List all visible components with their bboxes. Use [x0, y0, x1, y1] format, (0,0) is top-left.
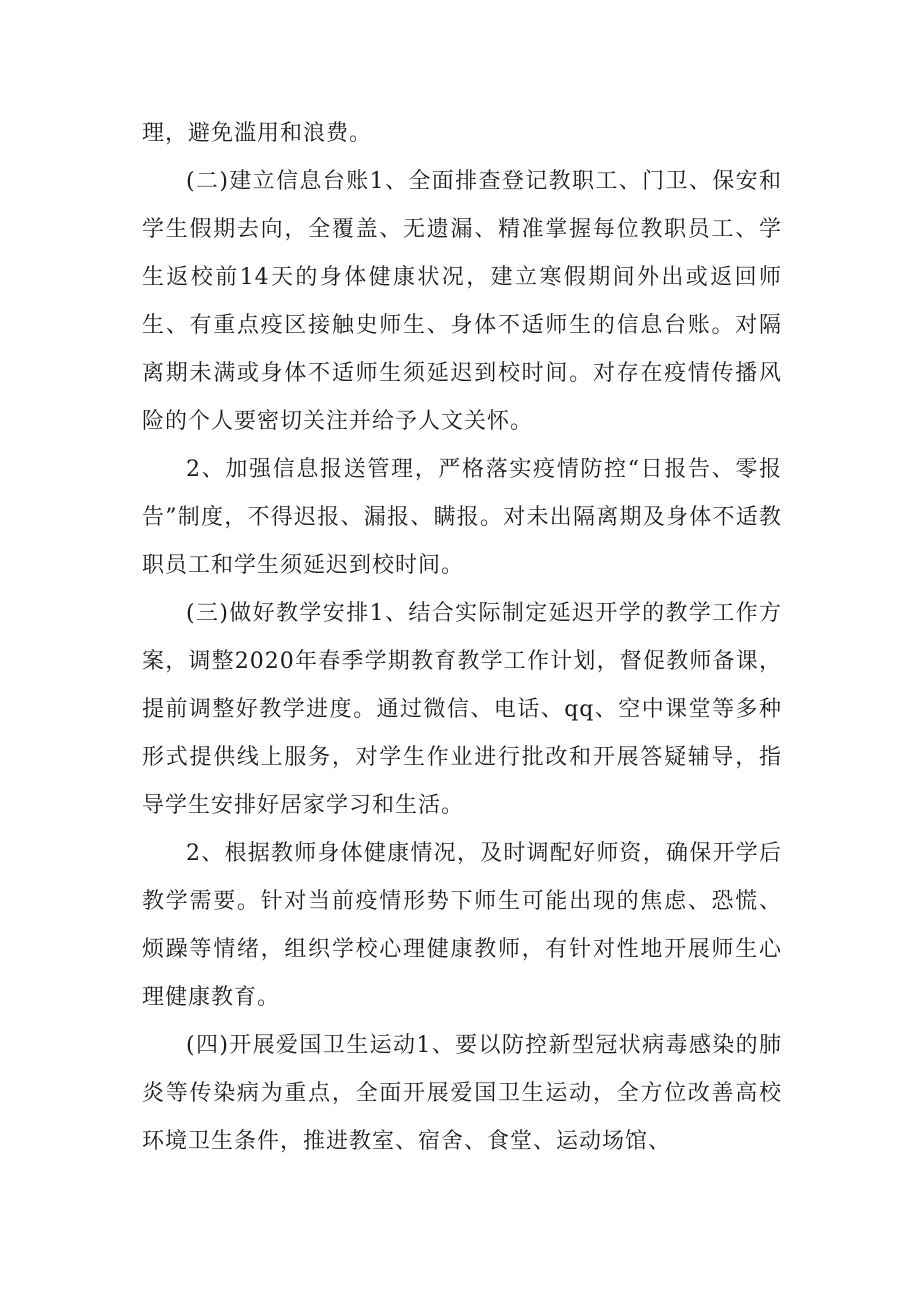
paragraph-section-two: (二)建立信息台账1、全面排查登记教职工、门卫、保安和学生假期去向，全覆盖、无遗漏、精准掌握每位教职员工、学生返校前14天的身体健康状况，建立寒假期间外出或返回师生、有重点疫区接触史师生、身体不适师生的信息台账。对隔离期未满或身体不适师生须延迟到校时间。对存在疫情传播风险的个人要密切关注并给予人文关怀。 — [142, 169, 782, 434]
paragraph-continuation: 理，避免滥用和浪费。 — [142, 121, 373, 146]
document-body — [142, 110, 782, 1166]
paragraph-teachers: 2、根据教师身体健康情况，及时调配好师资，确保开学后教学需要。针对当前疫情形势下师生可能出现的焦虑、恐慌、烦躁等情绪，组织学校心理健康教师，有针对性地开展师生心理健康教育。 — [142, 841, 782, 1010]
paragraph-section-four: (四)开展爱国卫生运动1、要以防控新型冠状病毒感染的肺炎等传染病为重点，全面开展爱国卫生运动，全方位改善高校环境卫生条件，推进教室、宿舍、食堂、运动场馆、 — [142, 1033, 782, 1154]
paragraph-reporting: 2、加强信息报送管理，严格落实疫情防控“日报告、零报告”制度，不得迟报、漏报、瞒报。对未出隔离期及身体不适教职员工和学生须延迟到校时间。 — [142, 457, 782, 578]
paragraph-section-three: (三)做好教学安排1、结合实际制定延迟开学的教学工作方案，调整2020年春季学期教育教学工作计划，督促教师备课，提前调整好教学进度。通过微信、电话、qq、空中课堂等多种形式提供线上服务，对学生作业进行批改和开展答疑辅导，指导学生安排好居家学习和生活。 — [142, 601, 782, 818]
